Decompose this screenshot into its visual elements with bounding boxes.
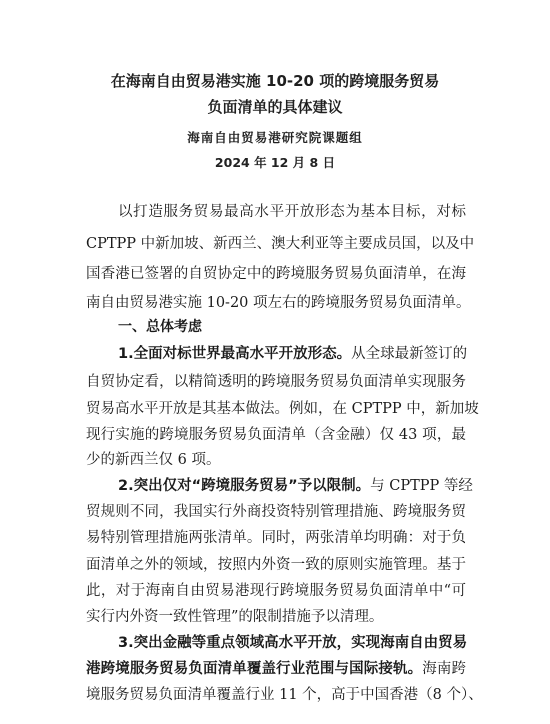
point-3-line-2: [86, 657, 466, 678]
section-heading-overall: 一、总体考虑: [118, 319, 202, 335]
point-2-line-6: 实行内外资一致性管理”的限制措施予以清理。: [86, 609, 384, 625]
point-1-line-1: [118, 342, 466, 363]
intro-line-2: CPTPP 中新加坡、新西兰、澳大利亚等主要成员国，以及中: [86, 236, 475, 252]
point-2-lead: 2.突出仅对“跨境服务贸易”予以限制。: [118, 478, 371, 494]
document-organization: 海南自由贸易港研究院课题组: [187, 130, 363, 145]
point-1-lead: 1.全面对标世界最高水平开放形态。: [118, 346, 352, 362]
point-2-line-5: 此，对于海南自由贸易港现行跨境服务贸易负面清单中“可: [86, 583, 466, 599]
intro-line-3: 国香港已签署的自贸协定中的跨境服务贸易负面清单，在海: [86, 266, 466, 282]
point-2-line-1-rest: 与 CPTPP 等经: [370, 478, 473, 494]
point-2-line-4: 面清单之外的领域，按照内外资一致的原则实施管理。基于: [86, 557, 466, 573]
document-date: 2024 年 12 月 8 日: [214, 155, 336, 170]
point-1-line-5: 少的新西兰仅 6 项。: [86, 452, 221, 468]
point-3-lead-line-2: 港跨境服务贸易负面清单覆盖行业范围与国际接轨。: [86, 661, 423, 677]
intro-line-4: 南自由贸易港实施 10-20 项左右的跨境服务贸易负面清单。: [86, 295, 471, 311]
point-2-line-3: 易特别管理措施两张清单。同时，两张清单均明确：对于负: [86, 530, 466, 546]
point-3-lead-line-1: 3.突出金融等重点领域高水平开放，实现海南自由贸易: [118, 635, 468, 651]
intro-line-1: 以打造服务贸易最高水平开放形态为基本目标，对标: [118, 204, 466, 220]
point-2-line-1: [118, 474, 473, 495]
document-title-line-2: 负面清单的具体建议: [207, 98, 343, 116]
point-1-line-1-rest: 从全球最新签订的: [351, 346, 468, 362]
point-3-line-2-rest: 海南跨: [422, 661, 467, 677]
point-1-line-2: 自贸协定看，以精简透明的跨境服务贸易负面清单实现服务: [86, 374, 466, 390]
point-1-line-3: 贸易高水平开放是其基本做法。例如，在 CPTPP 中，新加坡: [86, 401, 479, 417]
point-2-line-2: 贸规则不同，我国实行外商投资特别管理措施、跨境服务贸: [86, 504, 466, 520]
point-3-line-3: 境服务贸易负面清单覆盖行业 11 个，高于中国香港（8 个）、: [86, 687, 483, 703]
document-title-line-1: 在海南自由贸易港实施 10-20 项的跨境服务贸易: [110, 72, 440, 90]
point-1-line-4: 现行实施的跨境服务贸易负面清单（含金融）仅 43 项，最: [86, 427, 466, 443]
